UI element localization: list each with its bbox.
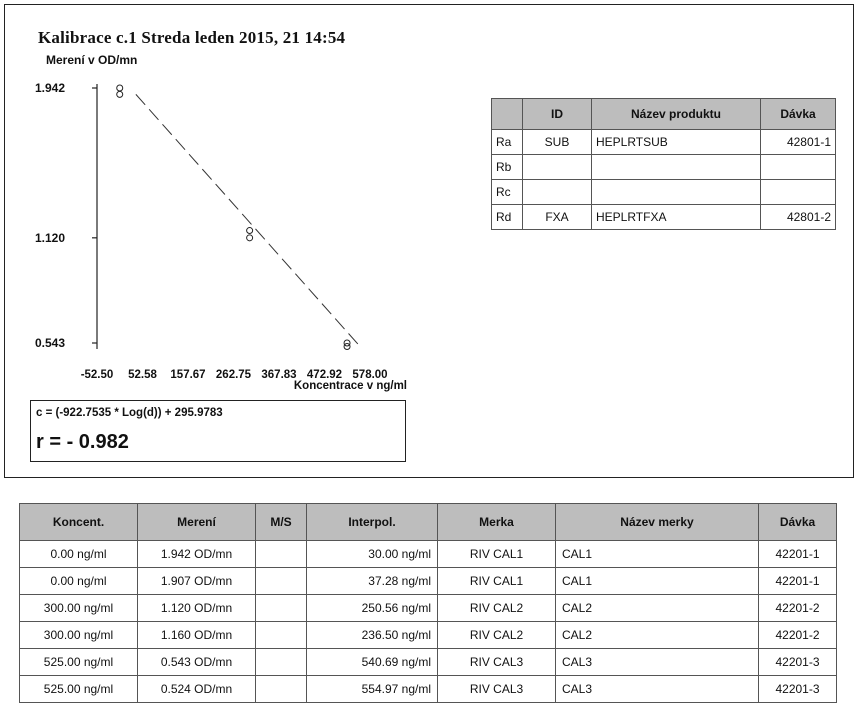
equation-box — [30, 400, 406, 462]
table-cell: 42801-1 — [761, 130, 836, 155]
table-cell: HEPLRTSUB — [592, 130, 761, 155]
table-cell: 37.28 ng/ml — [307, 568, 438, 595]
calibration-table-header — [20, 504, 837, 541]
x-tick-label: 157.67 — [170, 369, 206, 381]
table-cell: RIV CAL3 — [438, 649, 556, 676]
y-tick-label: 0.543 — [34, 336, 65, 350]
table-cell: 0.543 OD/mn — [138, 649, 256, 676]
header-cell: ID — [523, 99, 592, 130]
table-cell: RIV CAL1 — [438, 568, 556, 595]
x-tick-label: -52.50 — [80, 369, 114, 381]
table-row — [20, 676, 837, 703]
table-cell: Rc — [492, 180, 523, 205]
table-cell: RIV CAL2 — [438, 595, 556, 622]
table-cell — [592, 155, 761, 180]
table-cell — [761, 180, 836, 205]
header-cell: Dávka — [759, 504, 837, 541]
table-cell: 554.97 ng/ml — [307, 676, 438, 703]
x-tick-label: 472.92 — [306, 369, 343, 381]
table-cell: CAL1 — [556, 568, 759, 595]
table-cell: 0.00 ng/ml — [20, 541, 138, 568]
table-cell: 525.00 ng/ml — [20, 649, 138, 676]
table-cell — [256, 568, 307, 595]
table-cell: 42801-2 — [761, 205, 836, 230]
table-cell: CAL3 — [556, 676, 759, 703]
header-cell: Název merky — [556, 504, 759, 541]
table-cell — [761, 155, 836, 180]
x-tick-label: 262.75 — [215, 369, 252, 381]
correlation-value: r = - 0.982 — [36, 431, 129, 453]
table-cell: 236.50 ng/ml — [307, 622, 438, 649]
table-row — [492, 130, 836, 155]
table-cell — [256, 649, 307, 676]
y-axis-label: Merení v OD/mn — [46, 53, 138, 67]
table-cell: 1.120 OD/mn — [138, 595, 256, 622]
table-cell: 30.00 ng/ml — [307, 541, 438, 568]
equation-formula: c = (-922.7535 * Log(d)) + 295.9783 — [36, 407, 223, 419]
calibration-table — [19, 503, 837, 703]
header-cell: Interpol. — [307, 504, 438, 541]
data-point — [247, 235, 253, 241]
table-cell: 1.160 OD/mn — [138, 622, 256, 649]
table-cell: 42201-2 — [759, 595, 837, 622]
table-cell — [256, 622, 307, 649]
table-cell: 525.00 ng/ml — [20, 676, 138, 703]
table-cell: CAL3 — [556, 649, 759, 676]
table-cell — [523, 155, 592, 180]
table-cell: 42201-3 — [759, 676, 837, 703]
table-cell: FXA — [523, 205, 592, 230]
table-cell: CAL2 — [556, 622, 759, 649]
header-cell: Název produktu — [592, 99, 761, 130]
table-cell: HEPLRTFXA — [592, 205, 761, 230]
table-cell — [523, 180, 592, 205]
x-tick-label: 52.58 — [128, 369, 157, 381]
data-point — [117, 91, 123, 97]
table-cell: 42201-2 — [759, 622, 837, 649]
table-cell: 300.00 ng/ml — [20, 622, 138, 649]
table-row — [492, 205, 836, 230]
data-point — [247, 228, 253, 234]
table-row — [20, 649, 837, 676]
table-row — [20, 622, 837, 649]
table-cell: 0.524 OD/mn — [138, 676, 256, 703]
header-cell: M/S — [256, 504, 307, 541]
table-cell: Rd — [492, 205, 523, 230]
header-cell: Dávka — [761, 99, 836, 130]
x-tick-label: 367.83 — [261, 369, 297, 381]
table-cell: 1.942 OD/mn — [138, 541, 256, 568]
y-tick-label: 1.942 — [34, 81, 65, 95]
y-tick-label: 1.120 — [34, 230, 65, 245]
product-table-header — [492, 99, 836, 130]
x-tick-label: 578.00 — [352, 369, 388, 381]
x-axis-label: Koncentrace v ng/ml — [293, 380, 407, 392]
product-table — [491, 98, 836, 230]
table-cell: Ra — [492, 130, 523, 155]
data-point — [117, 85, 123, 91]
table-cell: 42201-3 — [759, 649, 837, 676]
table-cell: Rb — [492, 155, 523, 180]
table-cell: 0.00 ng/ml — [20, 568, 138, 595]
table-row — [492, 155, 836, 180]
fit-line — [136, 94, 360, 346]
table-cell: 42201-1 — [759, 568, 837, 595]
table-row — [20, 568, 837, 595]
table-cell — [256, 595, 307, 622]
table-row — [492, 180, 836, 205]
table-cell: RIV CAL1 — [438, 541, 556, 568]
table-cell: CAL1 — [556, 541, 759, 568]
table-cell — [592, 180, 761, 205]
header-cell: Merka — [438, 504, 556, 541]
table-cell: RIV CAL3 — [438, 676, 556, 703]
table-cell — [256, 676, 307, 703]
table-cell: 42201-1 — [759, 541, 837, 568]
table-cell: SUB — [523, 130, 592, 155]
table-cell: 250.56 ng/ml — [307, 595, 438, 622]
table-cell — [256, 541, 307, 568]
table-cell: 1.907 OD/mn — [138, 568, 256, 595]
header-cell: Koncent. — [20, 504, 138, 541]
page-title: Kalibrace c.1 Streda leden 2015, 21 14:54 — [38, 28, 346, 47]
header-cell — [492, 99, 523, 130]
table-cell: 540.69 ng/ml — [307, 649, 438, 676]
table-cell: RIV CAL2 — [438, 622, 556, 649]
table-row — [20, 595, 837, 622]
table-row — [20, 541, 837, 568]
table-cell: 300.00 ng/ml — [20, 595, 138, 622]
table-cell: CAL2 — [556, 595, 759, 622]
header-cell: Merení — [138, 504, 256, 541]
